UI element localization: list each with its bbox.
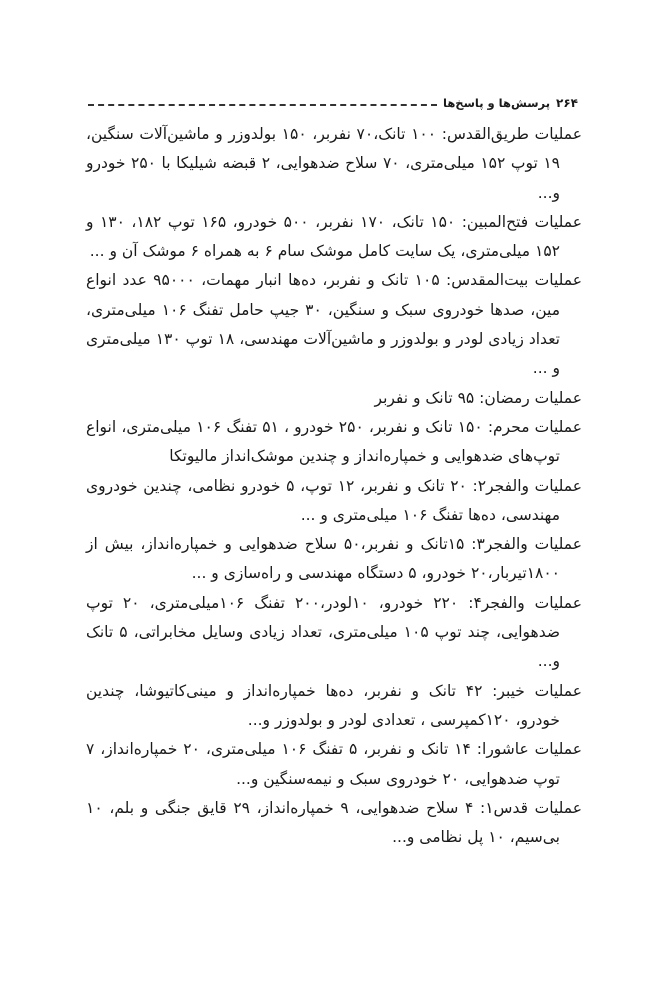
entry-moharram: عملیات محرم: ۱۵۰ تانک و نفربر، ۲۵۰ خودرو ، ۵۱ تفنگ ۱۰۶ میلی‌متری، انواع توپ‌های ضدهوایی و خمپاره‌انداز و چندین موشک‌انداز مالیوتکا <box>86 417 582 466</box>
entry-quds-1: عملیات قدس۱: ۴ سلاح ضدهوایی، ۹ خمپاره‌انداز، ۲۹ قایق جنگی و بلم، ۱۰ بی‌سیم، ۱۰ پل نظامی و... <box>86 798 582 847</box>
entry-kheibar: عملیات خیبر: ۴۲ تانک و نفربر، ده‌ها خمپاره‌انداز و مینی‌کاتیوشا، چندین خودرو، ۱۲۰کمپرسی ، تعدادی لودر و بولدوزر و... <box>86 681 582 729</box>
entry-beit-al-moqaddas: عملیات بیت‌المقدس: ۱۰۵ تانک و نفربر، ده‌ها انبار مهمات، ۹۵۰۰۰ عدد انواع مین، صدها خودروی سبک و سنگین، ۳۰ جیپ حامل تفنگ ۱۰۶ میلی‌متری، تعداد زیادی لودر و بولدوزر و ماشین‌آلات مهندسی، ۱۸ توپ ۱۳۰ میلی‌متری و ... <box>86 271 582 378</box>
page-header <box>88 94 578 112</box>
entry-valfajr-3: عملیات والفجر۳: ۱۵تانک و نفربر،۵۰ سلاح ضدهوایی و خمپاره‌انداز، بیش از ۱۸۰۰تیربار،۲۰ خودرو، ۵ دستگاه مهندسی و راه‌سازی و ... <box>86 535 582 583</box>
header-rule <box>88 104 437 106</box>
operations-list <box>86 120 582 852</box>
entry-ramadan: عملیات رمضان: ۹۵ تانک و نفربر <box>374 388 582 407</box>
entry-tariq-al-quds: عملیات طریق‌القدس: ۱۰۰ تانک،۷۰ نفربر، ۱۵۰ بولدوزر و ماشین‌آلات سنگین، ۱۹ توپ ۱۵۲ میلی‌متری، ۷۰ سلاح ضدهوایی، ۲ قبضه شیلیکا با ۲۵۰ خودرو و... <box>86 125 582 202</box>
page-number: ۲۶۴ <box>556 96 578 110</box>
entry-fath-al-mobin: عملیات فتح‌المبین: ۱۵۰ تانک، ۱۷۰ نفربر، ۵۰۰ خودرو، ۱۶۵ توپ ۱۸۲، ۱۳۰ و ۱۵۲ میلی‌متری، یک سایت کامل موشک سام ۶ به همراه ۶ موشک آن و ... <box>86 212 582 261</box>
entry-ashura: عملیات عاشورا: ۱۴ تانک و نفربر، ۵ تفنگ ۱۰۶ میلی‌متری، ۲۰ خمپاره‌انداز، ۷ توپ ضدهوایی، ۲۰ خودروی سبک و نیمه‌سنگین و... <box>86 740 583 788</box>
entry-valfajr-4: عملیات والفجر۴: ۲۲۰ خودرو، ۱۰لودر،۲۰۰ تفنگ ۱۰۶میلی‌متری، ۲۰ توپ ضدهوایی، چند توپ ۱۰۵ میلی‌متری، تعداد زیادی وسایل مخابراتی، ۵ تانک و... <box>86 593 583 671</box>
running-title: پرسش‌ها و پاسخ‌ها <box>443 96 551 110</box>
entry-valfajr-2: عملیات والفجر۲: ۲۰ تانک و نفربر، ۱۲ توپ، ۵ خودرو نظامی، چندین خودروی مهندسی، ده‌ها تفنگ ۱۰۶ میلی‌متری و ... <box>86 476 582 524</box>
